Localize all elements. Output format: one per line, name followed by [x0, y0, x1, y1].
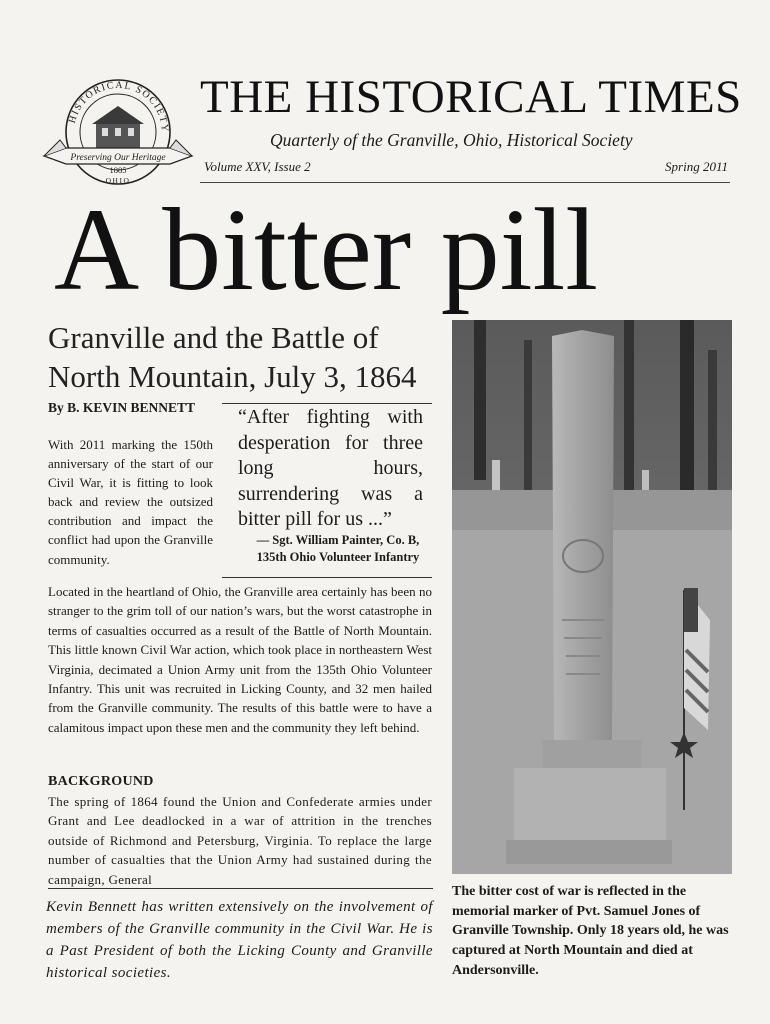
section-heading: BACKGROUND	[48, 774, 154, 789]
intro-paragraph: With 2011 marking the 150th anniversary of the start of our Civil War, it is fitting to look back and review the outsized contribution and impact the conflict had upon the Granville community.	[48, 437, 213, 567]
masthead-divider	[200, 182, 730, 183]
issue-season: Spring 2011	[665, 159, 728, 174]
pull-quote-top-rule	[222, 403, 432, 404]
masthead-title: THE HISTORICAL TIMES	[200, 71, 742, 123]
article-headline: A bitter pill	[54, 184, 599, 315]
seal-bottom-text: OHIO	[105, 176, 131, 185]
author-bio: Kevin Bennett has written extensively on the involvement of members of the Granville community in the Civil War. He is a Past President of both the Licking County and Granville historical societies.	[46, 899, 433, 981]
seal-ring-text: HISTORICAL SOCIETY	[66, 79, 171, 134]
historical-society-seal	[36, 70, 196, 190]
body-paragraph: The spring of 1864 found the Union and Confederate armies under Grant and Lee deadlocked in a war of attrition in the trenches outside of Richmond and Petersburg, Virginia. To replace the large number of casualties that the Union Army had sustained during the campaign, General	[48, 794, 432, 887]
seal-banner-text: Preserving Our Heritage	[70, 153, 166, 163]
volume-issue: Volume XXV, Issue 2	[204, 159, 311, 174]
article-deck: Granville and the Battle of North Mountain, July 3, 1864	[48, 320, 417, 395]
memorial-marker-photo	[452, 320, 732, 874]
seal-year: 1885	[109, 165, 127, 175]
body-paragraph: Located in the heartland of Ohio, the Granville area certainly has been no stranger to the grim toll of our nation’s wars, but the worst catastrophe in terms of casualties occurred as a result of the Battle of North Mountain. This little known Civil War action, which took place in northeastern West Virginia, decimated a Union Army unit from the 135th Ohio Volunteer Infantry. This unit was recruited in Licking County, and 32 men hailed from the Granville community. The results of this battle were to have a calamitous impact upon these men and the community they left behind.	[48, 584, 432, 735]
pull-quote-attribution: — Sgt. William Painter, Co. B, 135th Ohio Volunteer Infantry	[256, 533, 420, 564]
pull-quote: “After fighting with desperation for three long hours, surrendering was a bitter pill for us ...”	[238, 406, 423, 530]
photo-caption: The bitter cost of war is reflected in the memorial marker of Pvt. Samuel Jones of Granville Township. Only 18 years old, he was captured at North Mountain and died at Andersonville.	[452, 884, 729, 978]
article-byline: By B. KEVIN BENNETT	[48, 400, 196, 415]
author-bio-divider	[48, 888, 433, 889]
masthead-subtitle: Quarterly of the Granville, Ohio, Historical Society	[270, 130, 633, 150]
pull-quote-bottom-rule	[222, 577, 432, 578]
